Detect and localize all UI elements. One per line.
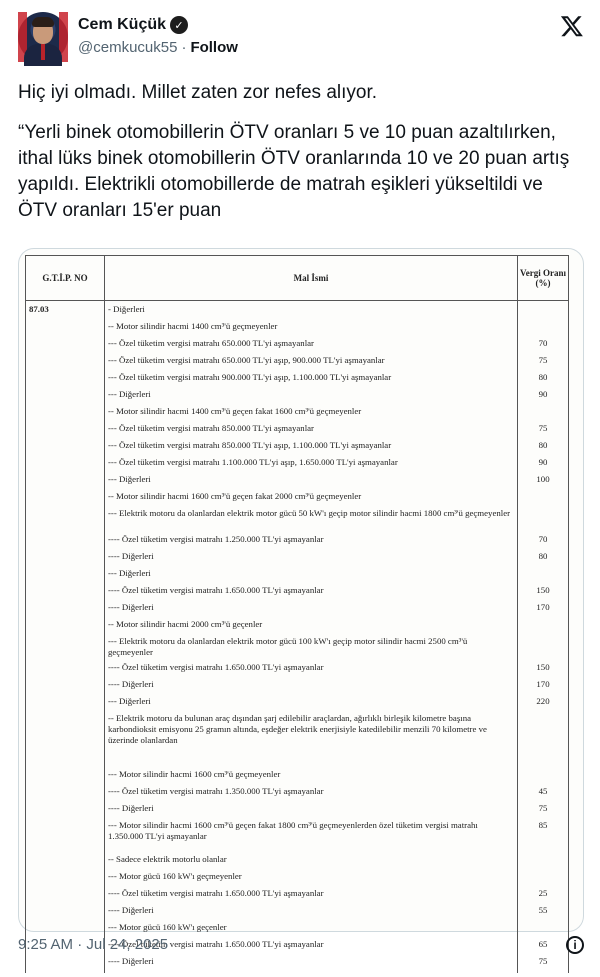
table-row — [26, 321, 569, 338]
row-description: --- Motor silindir hacmi 1600 cm³'ü geçmeyenler — [105, 769, 518, 786]
author-handle-line — [78, 39, 238, 56]
row-description: --- Motor silindir hacmi 1600 cm³'ü geçen fakat 1800 cm³'ü geçmeyenlerden özel tüketim vergisi matrahı 1.350.000 TL'yi aşmayanlar — [105, 820, 518, 846]
row-rate — [518, 568, 569, 585]
row-description: ---- Diğerleri — [105, 679, 518, 696]
tweet-header — [18, 12, 584, 62]
row-code — [26, 888, 105, 905]
row-rate: 220 — [518, 696, 569, 713]
author-name[interactable]: Cem Küçük — [78, 16, 167, 33]
header-mal-ismi: Mal İsmi — [105, 256, 518, 301]
verified-check-icon: ✓ — [170, 16, 188, 34]
row-code — [26, 956, 105, 973]
row-description: --- Özel tüketim vergisi matrahı 850.000 TL'yi aşmayanlar — [105, 423, 518, 440]
separator-dot: · — [181, 39, 187, 56]
table-row — [26, 372, 569, 389]
row-description: --- Elektrik motoru da olanlardan elektrik motor gücü 50 kW'ı geçip motor silindir hacmi 1800 cm³'ü geçmeyenler — [105, 508, 518, 534]
row-code — [26, 662, 105, 679]
row-description: ---- Özel tüketim vergisi matrahı 1.250.000 TL'yi aşmayanlar — [105, 534, 518, 551]
row-description: - Diğerleri — [105, 301, 518, 322]
row-description: -- Sadece elektrik motorlu olanlar — [105, 854, 518, 871]
row-description: -- Motor silindir hacmi 1400 cm³'ü geçmeyenler — [105, 321, 518, 338]
row-description: --- Motor gücü 160 kW'ı geçenler — [105, 922, 518, 939]
row-code — [26, 508, 105, 534]
row-code — [26, 820, 105, 846]
row-rate — [518, 491, 569, 508]
row-code — [26, 803, 105, 820]
tax-rate-table — [25, 255, 569, 973]
table-body — [26, 301, 569, 974]
table-row — [26, 338, 569, 355]
row-code — [26, 585, 105, 602]
row-rate — [518, 871, 569, 888]
row-code — [26, 905, 105, 922]
row-description: --- Özel tüketim vergisi matrahı 850.000 TL'yi aşıp, 1.100.000 TL'yi aşmayanlar — [105, 440, 518, 457]
row-rate: 75 — [518, 355, 569, 372]
table-row — [26, 713, 569, 769]
row-description: ---- Diğerleri — [105, 803, 518, 820]
table-row — [26, 440, 569, 457]
table-row — [26, 301, 569, 322]
row-description: -- Motor silindir hacmi 1400 cm³'ü geçen fakat 1600 cm³'ü geçmeyenler — [105, 406, 518, 423]
row-description — [105, 846, 518, 854]
row-code — [26, 619, 105, 636]
row-rate — [518, 854, 569, 871]
row-rate — [518, 508, 569, 534]
table-row — [26, 679, 569, 696]
table-row — [26, 854, 569, 871]
row-rate — [518, 846, 569, 854]
row-rate — [518, 406, 569, 423]
row-code — [26, 534, 105, 551]
row-rate: 85 — [518, 820, 569, 846]
row-rate — [518, 769, 569, 786]
row-description: ---- Özel tüketim vergisi matrahı 1.650.000 TL'yi aşmayanlar — [105, 888, 518, 905]
table-row — [26, 389, 569, 406]
row-code — [26, 389, 105, 406]
row-code — [26, 786, 105, 803]
table-row — [26, 956, 569, 973]
row-description: --- Özel tüketim vergisi matrahı 650.000 TL'yi aşmayanlar — [105, 338, 518, 355]
row-description: ---- Özel tüketim vergisi matrahı 1.650.000 TL'yi aşmayanlar — [105, 939, 518, 956]
table-row — [26, 636, 569, 662]
table-row — [26, 406, 569, 423]
table-row — [26, 846, 569, 854]
table-row — [26, 888, 569, 905]
table-row — [26, 355, 569, 372]
table-row — [26, 474, 569, 491]
table-row — [26, 619, 569, 636]
row-code — [26, 372, 105, 389]
row-code — [26, 636, 105, 662]
header-vergi-orani: Vergi Oranı (%) — [518, 256, 569, 301]
row-rate — [518, 636, 569, 662]
row-rate: 150 — [518, 662, 569, 679]
row-rate: 80 — [518, 440, 569, 457]
row-rate: 65 — [518, 939, 569, 956]
row-rate: 70 — [518, 338, 569, 355]
row-rate: 90 — [518, 457, 569, 474]
row-rate — [518, 321, 569, 338]
table-row — [26, 585, 569, 602]
row-description: --- Elektrik motoru da olanlardan elektrik motor gücü 100 kW'ı geçip motor silindir hacmi 2500 cm³'ü geçmeyenler — [105, 636, 518, 662]
row-rate: 80 — [518, 551, 569, 568]
timestamp[interactable]: 9:25 AM · Jul 24, 2025 — [18, 936, 169, 953]
row-rate: 100 — [518, 474, 569, 491]
row-description: --- Özel tüketim vergisi matrahı 1.100.000 TL'yi aşıp, 1.650.000 TL'yi aşmayanlar — [105, 457, 518, 474]
table-row — [26, 551, 569, 568]
row-rate — [518, 301, 569, 322]
row-description: --- Özel tüketim vergisi matrahı 900.000 TL'yi aşıp, 1.100.000 TL'yi aşmayanlar — [105, 372, 518, 389]
row-description: --- Diğerleri — [105, 389, 518, 406]
table-row — [26, 905, 569, 922]
table-row — [26, 803, 569, 820]
row-description: -- Motor silindir hacmi 2000 cm³'ü geçenler — [105, 619, 518, 636]
row-rate — [518, 619, 569, 636]
row-code — [26, 321, 105, 338]
row-rate: 75 — [518, 956, 569, 973]
table-row — [26, 769, 569, 786]
tweet-text — [18, 80, 584, 238]
row-description: ---- Diğerleri — [105, 956, 518, 973]
table-row — [26, 457, 569, 474]
row-description: --- Özel tüketim vergisi matrahı 650.000 TL'yi aşıp, 900.000 TL'yi aşmayanlar — [105, 355, 518, 372]
tweet-line-1: Hiç iyi olmadı. Millet zaten zor nefes alıyor. — [18, 82, 378, 103]
row-rate: 75 — [518, 803, 569, 820]
table-row — [26, 508, 569, 534]
row-code — [26, 457, 105, 474]
row-description: --- Diğerleri — [105, 474, 518, 491]
row-rate: 55 — [518, 905, 569, 922]
row-code — [26, 679, 105, 696]
row-rate: 90 — [518, 389, 569, 406]
row-code — [26, 769, 105, 786]
row-code: 87.03 — [26, 301, 105, 322]
row-code — [26, 406, 105, 423]
row-code — [26, 846, 105, 854]
row-rate: 170 — [518, 602, 569, 619]
row-code — [26, 568, 105, 585]
row-code — [26, 440, 105, 457]
row-code — [26, 551, 105, 568]
table-row — [26, 662, 569, 679]
row-rate: 75 — [518, 423, 569, 440]
row-code — [26, 338, 105, 355]
row-rate: 70 — [518, 534, 569, 551]
author-name-line[interactable] — [78, 16, 188, 34]
header-gtip: G.T.İ.P. NO — [26, 256, 105, 301]
row-code — [26, 602, 105, 619]
table-row — [26, 568, 569, 585]
row-description: ---- Özel tüketim vergisi matrahı 1.350.000 TL'yi aşmayanlar — [105, 786, 518, 803]
row-code — [26, 854, 105, 871]
row-code — [26, 713, 105, 769]
row-rate: 150 — [518, 585, 569, 602]
table-row — [26, 423, 569, 440]
tweet-line-2: “Yerli binek otomobillerin ÖTV oranları 5 ve 10 puan azaltılırken, ithal lüks binek otomobillerin ÖTV oranlarında 10 ve 20 puan artış yapıldı. Elektrikli otomobillerde de matrah eşikleri yükseltildi ve ÖTV oranları 15'er puan — [18, 122, 570, 221]
row-rate: 25 — [518, 888, 569, 905]
row-description: --- Motor gücü 160 kW'ı geçmeyenler — [105, 871, 518, 888]
row-code — [26, 491, 105, 508]
row-description: ---- Özel tüketim vergisi matrahı 1.650.000 TL'yi aşmayanlar — [105, 662, 518, 679]
table-row — [26, 534, 569, 551]
row-code — [26, 696, 105, 713]
row-description: --- Diğerleri — [105, 568, 518, 585]
row-code — [26, 871, 105, 888]
tweet-footer — [18, 936, 584, 958]
row-rate: 45 — [518, 786, 569, 803]
row-description: ---- Diğerleri — [105, 905, 518, 922]
avatar[interactable] — [18, 12, 68, 62]
row-description: -- Motor silindir hacmi 1600 cm³'ü geçen fakat 2000 cm³'ü geçmeyenler — [105, 491, 518, 508]
table-row — [26, 786, 569, 803]
follow-button[interactable]: Follow — [190, 39, 238, 56]
table-row — [26, 820, 569, 846]
table-row — [26, 696, 569, 713]
row-rate — [518, 713, 569, 769]
row-code — [26, 423, 105, 440]
row-description: ---- Diğerleri — [105, 551, 518, 568]
row-code — [26, 355, 105, 372]
row-description: --- Diğerleri — [105, 696, 518, 713]
row-rate: 80 — [518, 372, 569, 389]
author-handle[interactable]: @cemkucuk55 — [78, 39, 178, 56]
row-description: -- Elektrik motoru da bulunan araç dışından şarj edilebilir araçlardan, ağırlıklı birleşik kilometre başına karbondioksit emisyonu 25 gramın altında, eşdeğer elektrik enerjisiyle katedilebilir menzili 70 kilometre ve üzerinde olanlardan — [105, 713, 518, 769]
row-rate: 170 — [518, 679, 569, 696]
table-row — [26, 602, 569, 619]
x-logo-icon[interactable] — [560, 14, 584, 38]
table-row — [26, 871, 569, 888]
row-description: ---- Özel tüketim vergisi matrahı 1.650.000 TL'yi aşmayanlar — [105, 585, 518, 602]
table-row — [26, 491, 569, 508]
row-description: ---- Diğerleri — [105, 602, 518, 619]
row-code — [26, 474, 105, 491]
info-icon[interactable]: i — [566, 936, 584, 954]
